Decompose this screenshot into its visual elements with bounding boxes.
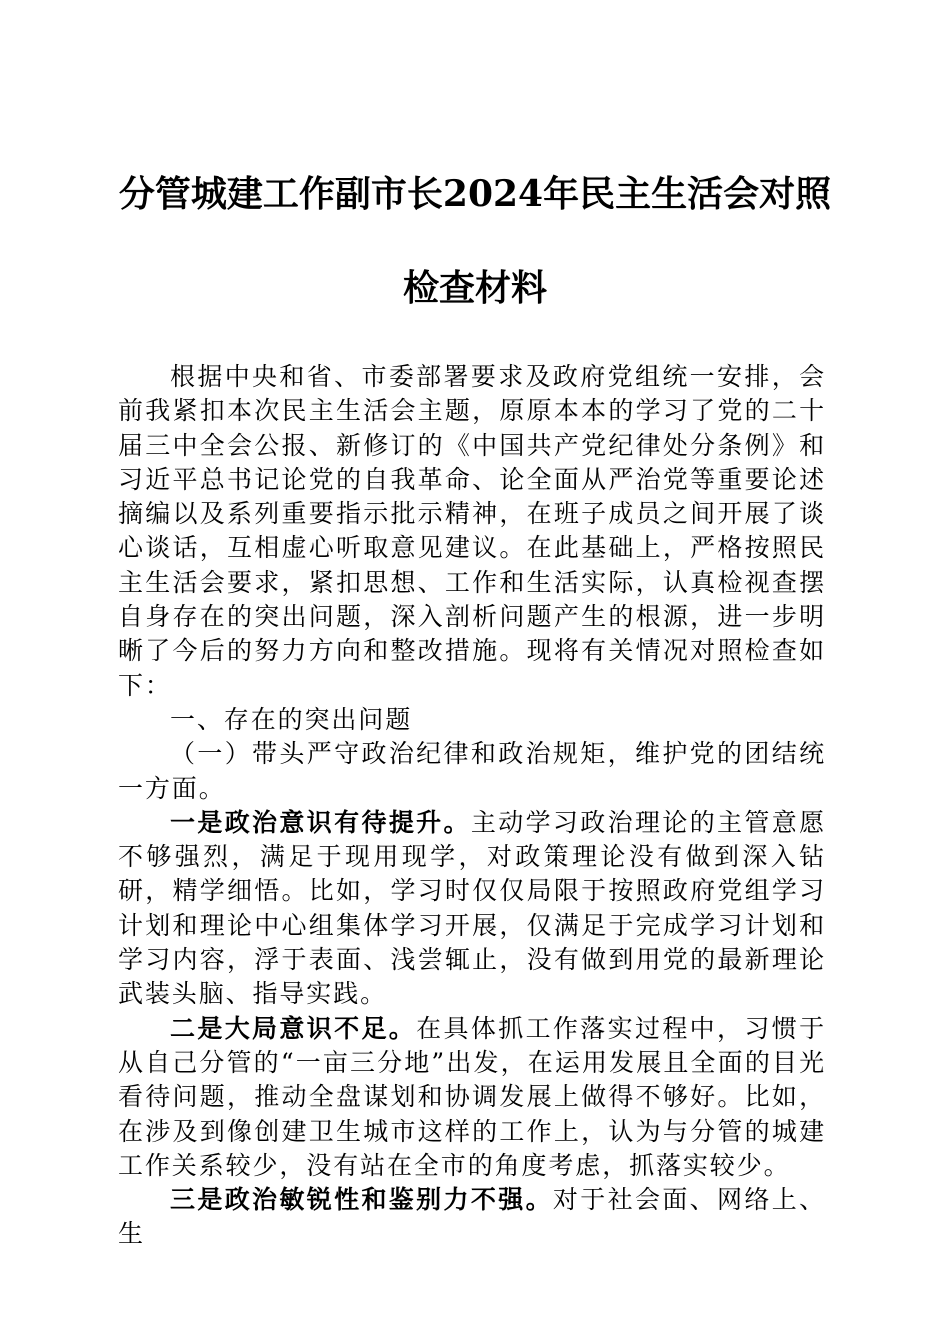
section-heading: 一、存在的突出问题 (170, 704, 413, 734)
subsection-heading: （一）带头严守政治纪律和政治规矩，维护党的团结统一方面。 (118, 739, 826, 803)
intro-paragraph: 根据中央和省、市委部署要求及政府党组统一安排，会前我紧扣本次民主生活会主题，原原本本的学习了党的二十届三中全会公报、新修订的《中国共产党纪律处分条例》和习近平总书记论党的自我革命、论全面从严治党等重要论述摘编以及系列重要指示批示精神，在班子成员之间开展了谈心谈话，互相虚心听取意见建议。在此基础上，严格按照民主生活会要求，紧扣思想、工作和生活实际，认真检视查摆自身存在的突出问题，深入剖析问题产生的根源，进一步明晰了今后的努力方向和整改措施。现将有关情况对照检查如下： (118, 362, 826, 700)
point-lead-3: 三是政治敏锐性和鉴别力不强。 (170, 1185, 553, 1215)
point-text-3: 对于社会面、网络上、生 (118, 1185, 826, 1249)
point-text-1: 主动学习政治理论的主管意愿不够强烈，满足于现用现学，对政策理论没有做到深入钻研，精学细悟。比如，学习时仅仅局限于按照政府党组学习计划和理论中心组集体学习开展，仅满足于完成学习计划和学习内容，浮于表面、浅尝辄止，没有做到用党的最新理论武装头脑、指导实践。 (118, 807, 826, 1009)
point-text-2: 在具体抓工作落实过程中，习惯于从自己分管的“一亩三分地”出发，在运用发展且全面的目光看待问题，推动全盘谋划和协调发展上做得不够好。比如，在涉及到像创建卫生城市这样的工作上，认为与分管的城建工作关系较少，没有站在全市的角度考虑，抓落实较少。 (118, 1013, 826, 1180)
document-title-line-2: 检查材料 (402, 267, 547, 309)
point-lead-1: 一是政治意识有待提升。 (170, 807, 471, 837)
point-paragraph-1 (118, 806, 826, 1012)
document-title-line-1: 分管城建工作副市长2024年民主生活会对照 (118, 173, 832, 215)
point-paragraph-2 (118, 1012, 826, 1183)
point-lead-2: 二是大局意识不足。 (170, 1013, 417, 1043)
point-paragraph-3 (118, 1183, 826, 1252)
document-body (118, 360, 826, 1252)
